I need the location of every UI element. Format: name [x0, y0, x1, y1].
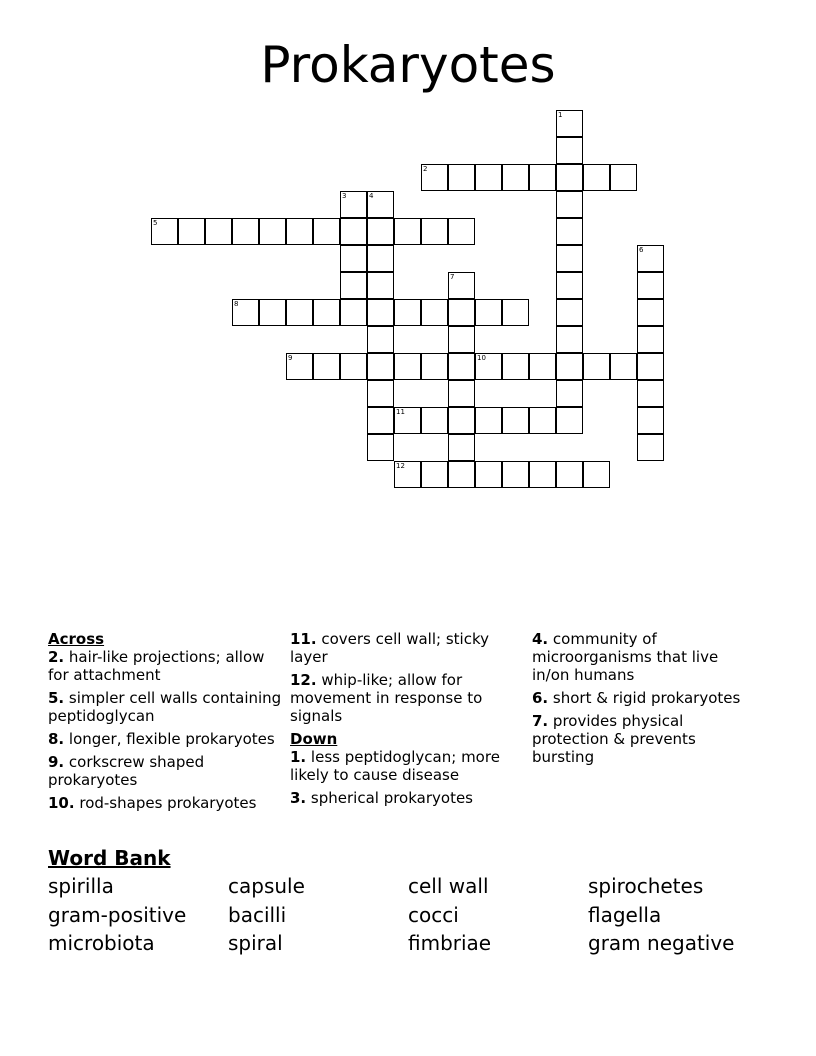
clue-number: 2 [423, 165, 428, 173]
clues-column-2 [290, 630, 525, 812]
crossword-cell[interactable] [367, 353, 394, 380]
clue-number: 3 [342, 192, 347, 200]
crossword-cell[interactable] [556, 164, 583, 191]
crossword-cell[interactable] [394, 218, 421, 245]
crossword-cell[interactable] [421, 299, 448, 326]
clue-number: 9 [288, 354, 293, 362]
word-bank-word: microbiota [48, 931, 155, 955]
crossword-cell[interactable] [421, 164, 448, 191]
crossword-cell[interactable] [448, 164, 475, 191]
crossword-cell[interactable] [475, 164, 502, 191]
crossword-cell[interactable] [637, 434, 664, 461]
clue-across-10: 10. rod-shapes prokaryotes [48, 794, 257, 812]
crossword-cell[interactable] [340, 272, 367, 299]
crossword-cell[interactable] [475, 461, 502, 488]
crossword-cell[interactable] [232, 299, 259, 326]
clue-down-7: 7. provides physical protection & prevents bursting [532, 712, 696, 766]
crossword-cell[interactable] [367, 218, 394, 245]
across-heading: Across [48, 630, 105, 648]
crossword-cell[interactable] [394, 407, 421, 434]
crossword-cell[interactable] [367, 407, 394, 434]
crossword-cell[interactable] [637, 380, 664, 407]
crossword-cell[interactable] [340, 299, 367, 326]
word-bank-word: flagella [588, 903, 662, 927]
clue-number: 5 [153, 219, 158, 227]
crossword-cell[interactable] [556, 299, 583, 326]
clue-number: 4 [369, 192, 374, 200]
crossword-cell[interactable] [340, 353, 367, 380]
word-bank-word: spirilla [48, 874, 114, 898]
crossword-cell[interactable] [448, 326, 475, 353]
crossword-cell[interactable] [502, 164, 529, 191]
crossword-cell[interactable] [583, 461, 610, 488]
crossword-cell[interactable] [637, 353, 664, 380]
crossword-cell[interactable] [448, 461, 475, 488]
word-bank-word: gram-positive [48, 903, 187, 927]
word-bank-word: cell wall [408, 874, 489, 898]
crossword-cell[interactable] [367, 245, 394, 272]
crossword-cell[interactable] [502, 407, 529, 434]
crossword-cell[interactable] [556, 380, 583, 407]
crossword-cell[interactable] [367, 434, 394, 461]
word-bank-word: spirochetes [588, 874, 704, 898]
clue-down-1: 1. less peptidoglycan; more likely to cause disease [290, 748, 500, 784]
crossword-cell[interactable] [637, 245, 664, 272]
crossword-cell[interactable] [286, 299, 313, 326]
crossword-cell[interactable] [610, 164, 637, 191]
crossword-cell[interactable] [367, 380, 394, 407]
crossword-cell[interactable] [556, 407, 583, 434]
crossword-cell[interactable] [502, 461, 529, 488]
crossword-cell[interactable] [448, 407, 475, 434]
crossword-cell[interactable] [421, 218, 448, 245]
crossword-cell[interactable] [151, 218, 178, 245]
crossword-cell[interactable] [475, 407, 502, 434]
word-bank-word: capsule [228, 874, 305, 898]
crossword-cell[interactable] [637, 272, 664, 299]
crossword-cell[interactable] [637, 299, 664, 326]
clue-across-12: 12. whip-like; allow for movement in response to signals [290, 671, 483, 725]
crossword-cell[interactable] [313, 299, 340, 326]
word-bank-heading: Word Bank [48, 846, 171, 870]
word-bank-word: cocci [408, 903, 459, 927]
crossword-cell[interactable] [556, 191, 583, 218]
crossword-cell[interactable] [556, 461, 583, 488]
crossword-cell[interactable] [610, 353, 637, 380]
crossword-cell[interactable] [529, 461, 556, 488]
crossword-cell[interactable] [556, 326, 583, 353]
crossword-cell[interactable] [529, 407, 556, 434]
crossword-cell[interactable] [502, 299, 529, 326]
crossword-cell[interactable] [394, 299, 421, 326]
crossword-cell[interactable] [556, 110, 583, 137]
crossword-cell[interactable] [421, 353, 448, 380]
crossword-cell[interactable] [259, 299, 286, 326]
clue-number: 10 [477, 354, 486, 362]
crossword-cell[interactable] [178, 218, 205, 245]
down-heading: Down [290, 730, 338, 748]
clues-column-3 [532, 630, 747, 771]
crossword-cell[interactable] [448, 353, 475, 380]
crossword-cell[interactable] [637, 407, 664, 434]
word-bank-word: gram negative [588, 931, 735, 955]
crossword-cell[interactable] [448, 434, 475, 461]
crossword-cell[interactable] [313, 218, 340, 245]
crossword-cell[interactable] [475, 353, 502, 380]
clue-number: 1 [558, 111, 563, 119]
word-bank-word: fimbriae [408, 931, 492, 955]
crossword-cell[interactable] [448, 299, 475, 326]
crossword-cell[interactable] [556, 353, 583, 380]
crossword-cell[interactable] [556, 218, 583, 245]
clue-across-5: 5. simpler cell walls containing peptidoglycan [48, 689, 282, 725]
crossword-cell[interactable] [637, 326, 664, 353]
crossword-cell[interactable] [448, 380, 475, 407]
clue-down-6: 6. short & rigid prokaryotes [532, 689, 741, 707]
crossword-cell[interactable] [556, 272, 583, 299]
clue-number: 11 [396, 408, 405, 416]
crossword-cell[interactable] [448, 218, 475, 245]
crossword-cell[interactable] [583, 164, 610, 191]
clue-down-3: 3. spherical prokaryotes [290, 789, 473, 807]
crossword-cell[interactable] [502, 353, 529, 380]
crossword-cell[interactable] [448, 272, 475, 299]
clue-number: 7 [450, 273, 455, 281]
clue-number: 8 [234, 300, 239, 308]
crossword-cell[interactable] [583, 353, 610, 380]
crossword-cell[interactable] [367, 326, 394, 353]
crossword-cell[interactable] [529, 164, 556, 191]
crossword-cell[interactable] [205, 218, 232, 245]
clue-number: 6 [639, 246, 644, 254]
clue-across-11: 11. covers cell wall; sticky layer [290, 630, 489, 666]
crossword-cell[interactable] [556, 245, 583, 272]
crossword-cell[interactable] [340, 218, 367, 245]
crossword-cell[interactable] [394, 461, 421, 488]
word-bank-word: spiral [228, 931, 283, 955]
crossword-cell[interactable] [475, 299, 502, 326]
crossword-cell[interactable] [232, 218, 259, 245]
page-title: Prokaryotes [260, 36, 556, 94]
crossword-cell[interactable] [259, 218, 286, 245]
word-bank-word: bacilli [228, 903, 287, 927]
clues-column-1 [48, 630, 283, 817]
crossword-cell[interactable] [286, 353, 313, 380]
clue-across-8: 8. longer, flexible prokaryotes [48, 730, 275, 748]
clue-down-4: 4. community of microorganisms that live in/on humans [532, 630, 719, 684]
crossword-cell[interactable] [286, 218, 313, 245]
crossword-grid [0, 0, 816, 500]
clue-across-2: 2. hair-like projections; allow for attachment [48, 648, 265, 684]
crossword-cell[interactable] [421, 407, 448, 434]
crossword-cell[interactable] [556, 137, 583, 164]
crossword-cell[interactable] [394, 353, 421, 380]
crossword-cell[interactable] [313, 353, 340, 380]
crossword-cell[interactable] [340, 245, 367, 272]
crossword-cell[interactable] [340, 191, 367, 218]
crossword-cell[interactable] [367, 272, 394, 299]
clue-across-9: 9. corkscrew shaped prokaryotes [48, 753, 205, 789]
clue-number: 12 [396, 462, 405, 470]
crossword-cell[interactable] [421, 461, 448, 488]
crossword-cell[interactable] [367, 191, 394, 218]
crossword-cell[interactable] [367, 299, 394, 326]
crossword-cell[interactable] [529, 353, 556, 380]
